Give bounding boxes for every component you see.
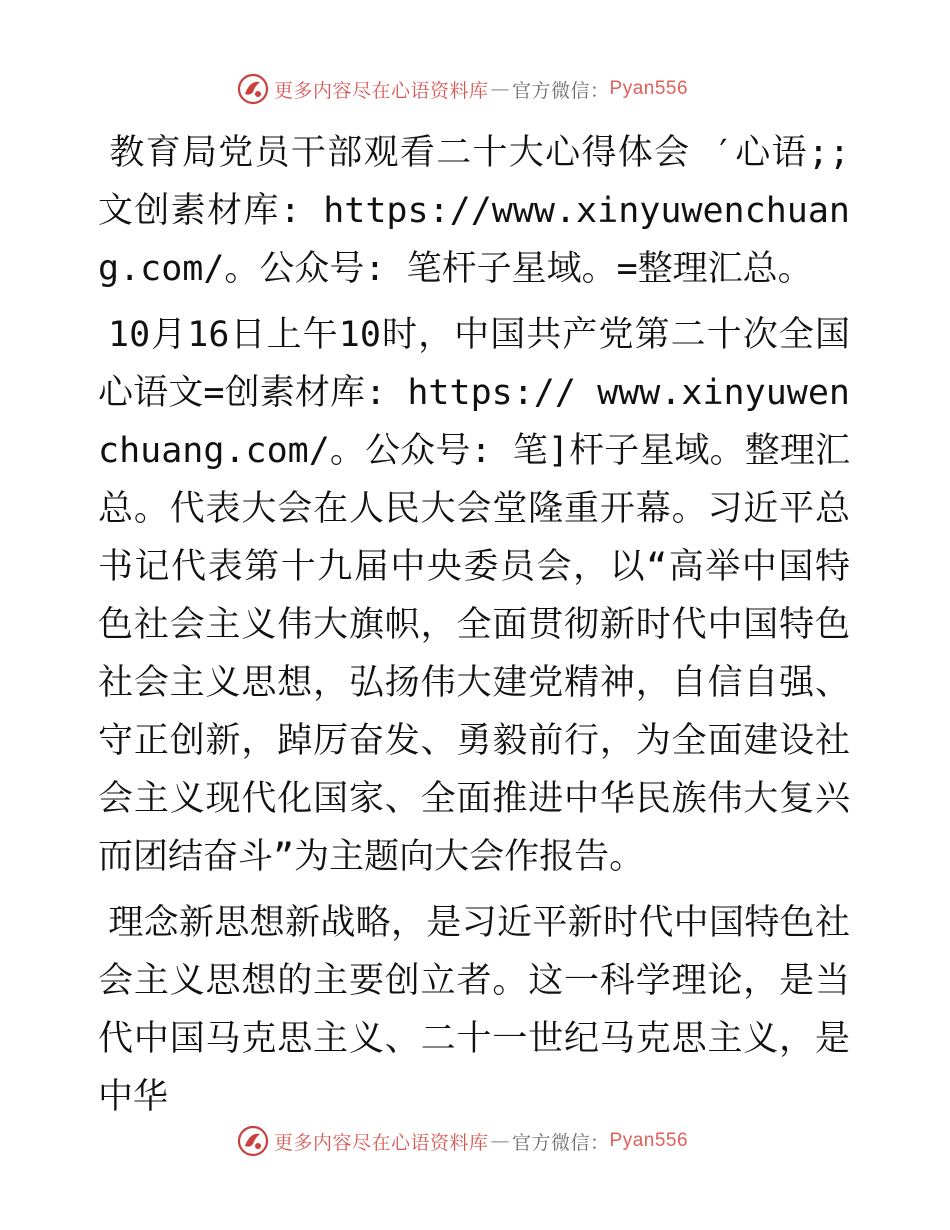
watermark-dash: — [490, 78, 511, 100]
watermark-main-text: 更多内容尽在心语资料库 [274, 1131, 489, 1154]
paragraph-opening [98, 306, 850, 886]
header-watermark [236, 72, 716, 106]
watermark-wechat-id: Pyan556 [609, 1130, 689, 1151]
watermark-wechat-label: 官方微信： [512, 1131, 610, 1154]
paragraph-1-text: 教育局党员干部观看二十大心得体会 ′心语;;文创素材库: https://www.xinyuwenchuang.com/。公众号: 笔杆子星域。=整理汇总。 [98, 133, 850, 289]
footer-watermark [236, 1124, 716, 1158]
paragraph-3-text: 理念新思想新战略，是习近平新时代中国特色社会主义思想的主要创立者。这一科学理论，是当代中国马克思主义、二十一世纪马克思主义，是中华 [98, 903, 850, 1117]
document-body [98, 124, 850, 1126]
xinyu-logo-icon [236, 72, 270, 106]
paragraph-theory [98, 894, 850, 1126]
paragraph-2-text: 10月16日上午10时，中国共产党第二十次全国心语文=创素材库: https:// www.xinyuwenchuang.com/。公众号: 笔]杆子星域。整理汇总。代表大会在人民大会堂隆重开幕。习近平总书记代表第十九届中央委员会，以“高举中国特色社会主义伟大旗帜，全面贯彻新时代中国特色社会主义思想，弘扬伟大建党精神，自信自强、守正创新，踔厉奋发、勇毅前行，为全面建设社会主义现代化国家、全面推进中华民族伟大复兴而团结奋斗”为主题向大会作报告。 [98, 315, 850, 877]
watermark-dash: — [490, 1130, 511, 1152]
paragraph-title [98, 124, 850, 298]
watermark-wechat-label: 官方微信： [512, 79, 610, 102]
watermark-main-text: 更多内容尽在心语资料库 [274, 79, 489, 102]
watermark-wechat-id: Pyan556 [609, 78, 689, 99]
xinyu-logo-icon [236, 1124, 270, 1158]
